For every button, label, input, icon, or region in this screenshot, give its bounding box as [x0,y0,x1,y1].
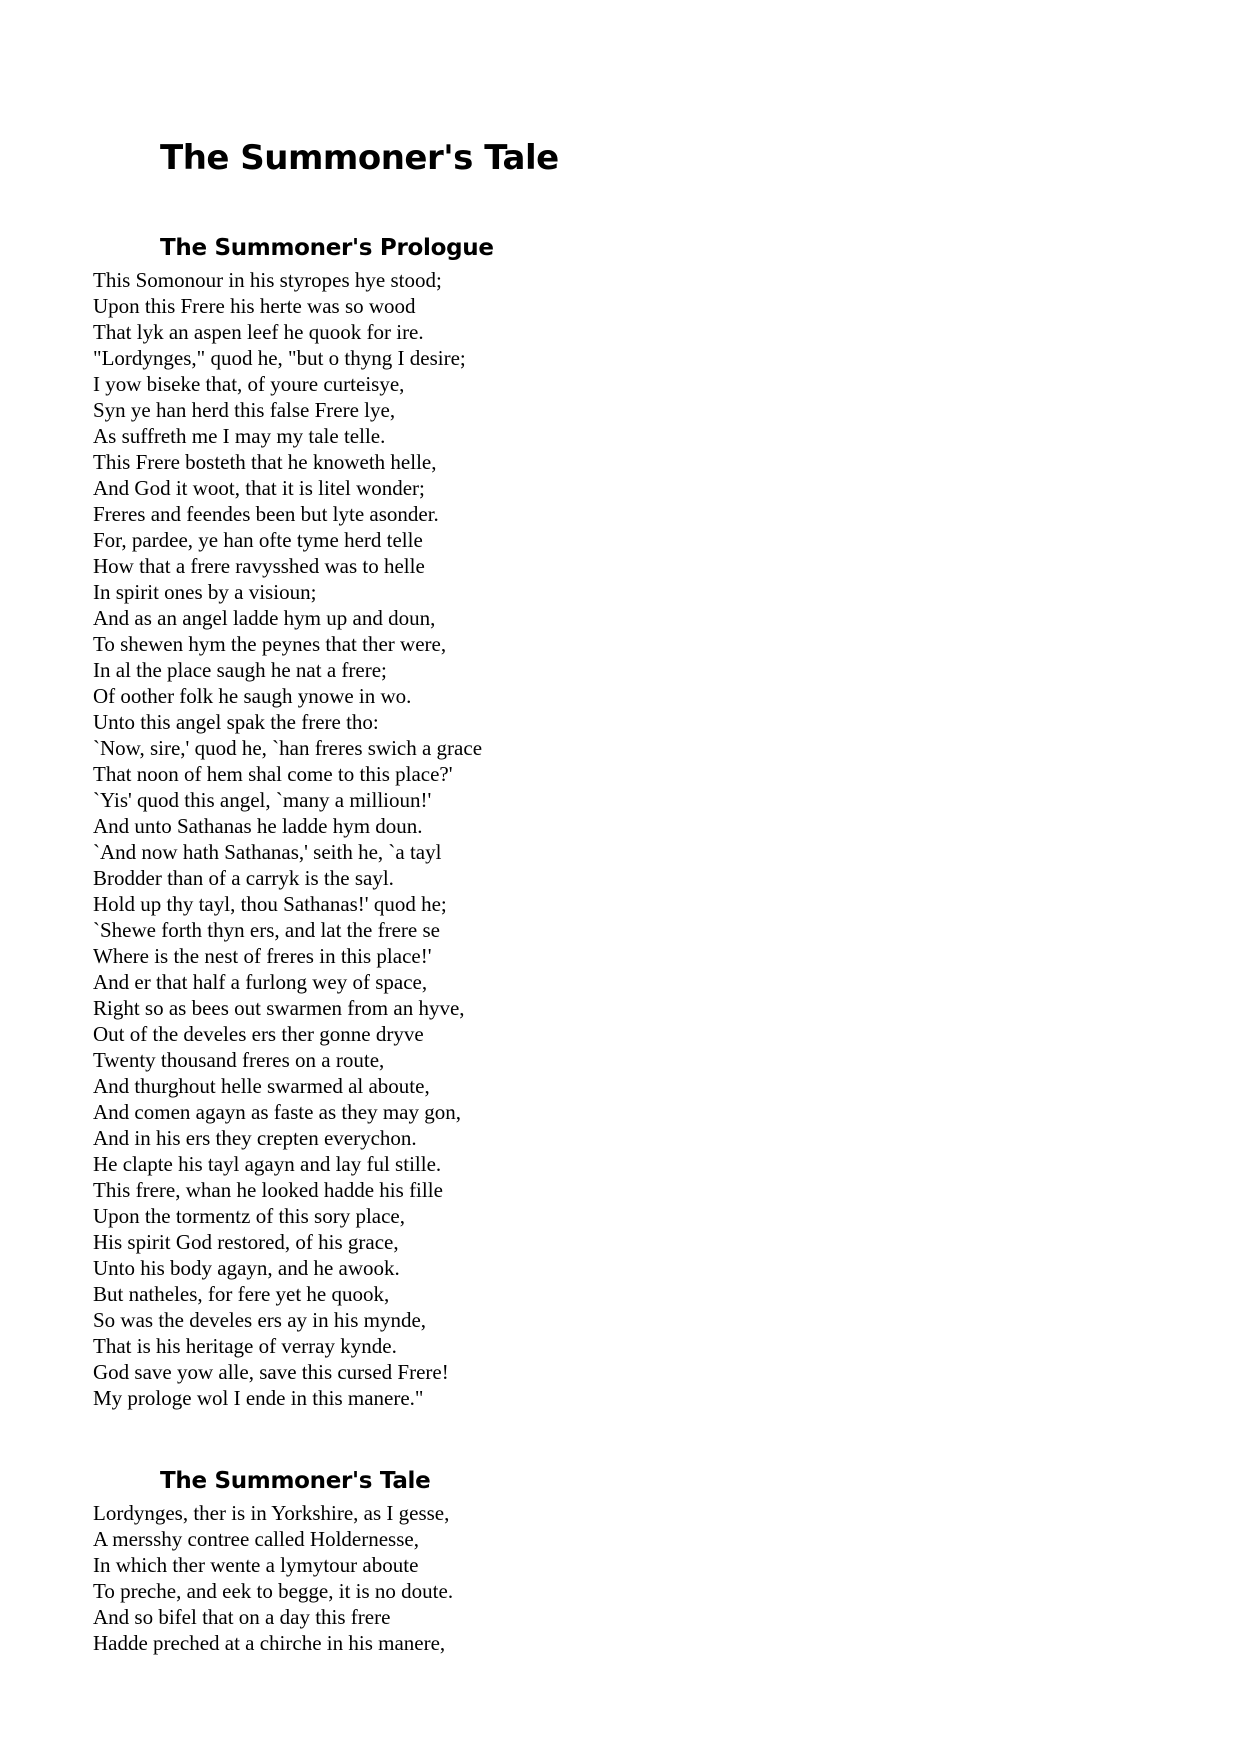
verse-line: Unto his body agayn, and he awook. [93,1256,400,1280]
tale-section [93,1466,793,1656]
verse-line: Freres and feendes been but lyte asonder. [93,502,439,526]
verse-line: To shewen hym the peynes that ther were, [93,632,447,656]
tale-verse [93,1500,793,1656]
verse-line: And as an angel ladde hym up and doun, [93,606,436,630]
prologue-verse [93,267,793,1411]
verse-line: That lyk an aspen leef he quook for ire. [93,320,424,344]
verse-line: And thurghout helle swarmed al aboute, [93,1074,430,1098]
prologue-heading: The Summoner's Prologue [160,235,494,261]
verse-line: Syn ye han herd this false Frere lye, [93,398,396,422]
verse-line: This frere, whan he looked hadde his fille [93,1178,443,1202]
verse-line: In al the place saugh he nat a frere; [93,658,387,682]
verse-line: In spirit ones by a visioun; [93,580,317,604]
verse-line: That noon of hem shal come to this place?' [93,762,453,786]
verse-line: `Now, sire,' quod he, `han freres swich a grace [93,736,483,760]
verse-line: Hold up thy tayl, thou Sathanas!' quod he; [93,892,447,916]
verse-line: For, pardee, ye han ofte tyme herd telle [93,528,423,552]
verse-line: And so bifel that on a day this frere [93,1605,391,1629]
verse-line: "Lordynges," quod he, "but o thyng I desire; [93,346,466,370]
verse-line: And God it woot, that it is litel wonder; [93,476,425,500]
verse-line: Brodder than of a carryk is the sayl. [93,866,394,890]
verse-line: `And now hath Sathanas,' seith he, `a tayl [93,840,442,864]
verse-line: God save yow alle, save this cursed Frere! [93,1360,449,1384]
verse-line: But natheles, for fere yet he quook, [93,1282,390,1306]
verse-line: Hadde preched at a chirche in his manere, [93,1631,446,1655]
verse-line: A mersshy contree called Holdernesse, [93,1527,419,1551]
verse-line: Upon this Frere his herte was so wood [93,294,416,318]
verse-line: So was the develes ers ay in his mynde, [93,1308,427,1332]
prologue-section [93,233,793,1411]
verse-line: `Yis' quod this angel, `many a millioun!' [93,788,432,812]
verse-line: Twenty thousand freres on a route, [93,1048,385,1072]
verse-line: Right so as bees out swarmen from an hyve, [93,996,465,1020]
verse-line: And unto Sathanas he ladde hym doun. [93,814,423,838]
verse-line: This Frere bosteth that he knoweth helle, [93,450,437,474]
verse-line: To preche, and eek to begge, it is no doute. [93,1579,454,1603]
verse-line: Unto this angel spak the frere tho: [93,710,379,734]
verse-line: Out of the develes ers ther gonne dryve [93,1022,424,1046]
verse-line: And comen agayn as faste as they may gon, [93,1100,461,1124]
verse-line: I yow biseke that, of youre curteisye, [93,372,405,396]
verse-line: And in his ers they crepten everychon. [93,1126,417,1150]
verse-line: Lordynges, ther is in Yorkshire, as I gesse, [93,1501,450,1525]
verse-line: That is his heritage of verray kynde. [93,1334,397,1358]
verse-line: Of oother folk he saugh ynowe in wo. [93,684,412,708]
tale-heading: The Summoner's Tale [160,1468,431,1494]
page-title: The Summoner's Tale [160,138,559,178]
verse-line: In which ther wente a lymytour aboute [93,1553,419,1577]
verse-line: `Shewe forth thyn ers, and lat the frere se [93,918,440,942]
verse-line: Upon the tormentz of this sory place, [93,1204,406,1228]
verse-line: He clapte his tayl agayn and lay ful stille. [93,1152,442,1176]
verse-line: How that a frere ravysshed was to helle [93,554,425,578]
verse-line: My prologe wol I ende in this manere." [93,1386,424,1410]
verse-line: This Somonour in his styropes hye stood; [93,268,442,292]
verse-line: Where is the nest of freres in this place!' [93,944,432,968]
verse-line: And er that half a furlong wey of space, [93,970,428,994]
verse-line: His spirit God restored, of his grace, [93,1230,399,1254]
verse-line: As suffreth me I may my tale telle. [93,424,386,448]
